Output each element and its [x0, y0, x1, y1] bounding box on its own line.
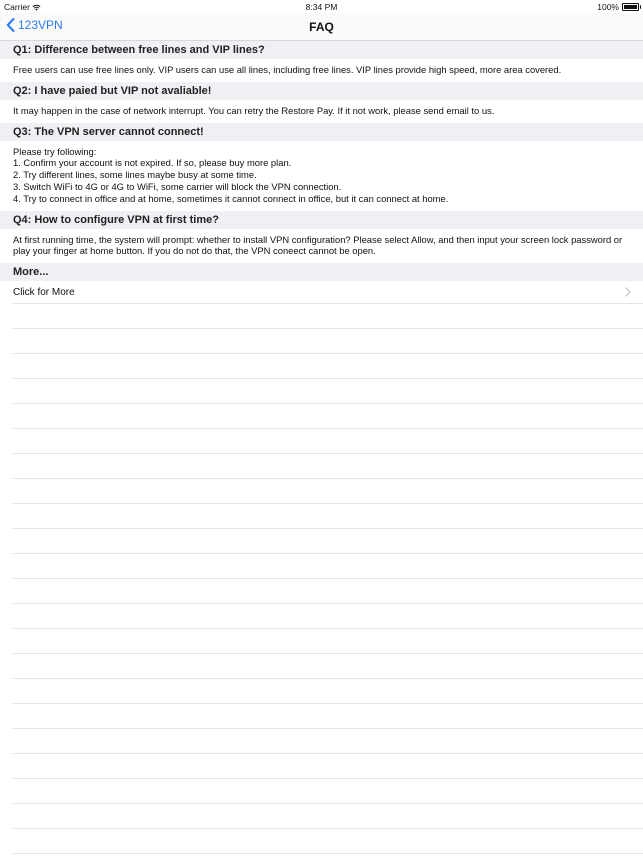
navigation-bar: [0, 13, 643, 41]
empty-row: [13, 754, 643, 779]
back-label: 123VPN: [18, 18, 63, 32]
empty-row: [13, 404, 643, 429]
battery-indicator: [597, 2, 639, 12]
clock: 8:34 PM: [305, 2, 338, 12]
carrier-label: Carrier: [4, 2, 30, 12]
empty-row: [13, 379, 643, 404]
status-bar: [0, 0, 643, 13]
empty-row: [13, 304, 643, 329]
chevron-right-icon: [625, 287, 631, 297]
empty-row: [13, 504, 643, 529]
faq-question-1: Q1: Difference between free lines and VIP lines?: [0, 41, 643, 59]
click-for-more-row[interactable]: [13, 281, 643, 304]
faq-question-2: Q2: I have paied but VIP not avaliable!: [0, 82, 643, 100]
empty-row: [13, 679, 643, 704]
battery-icon: [622, 3, 639, 11]
faq-list: [0, 41, 643, 854]
empty-row: [13, 604, 643, 629]
empty-row: [13, 429, 643, 454]
empty-row: [13, 579, 643, 604]
empty-row: [13, 554, 643, 579]
faq-answer-4: At first running time, the system will prompt: whether to install VPN configuration? Please select Allow, and then input your screen lock password or play your finger at home button. If you do not do that, the VPN coneect cannot be open.: [13, 233, 623, 257]
battery-percent: 100%: [597, 2, 619, 12]
faq-answer-2: It may happen in the case of network interrupt. You can retry the Restore Pay. If it not work, please send email to us.: [13, 104, 495, 116]
empty-table-rows: [0, 304, 643, 854]
empty-row: [13, 529, 643, 554]
click-for-more-label: Click for More: [13, 286, 75, 298]
faq-answer-3: Please try following: 1. Confirm your account is not expired. If so, please buy more plan. 2. Try different lines, some lines maybe busy at some time. 3. Switch WiFi to 4G or 4G to WiFi, some carrier will block the VPN connection. 4. Try to connect in office and at home, sometimes it cannot connect in office, but it can connect at home.: [13, 145, 449, 204]
empty-row: [13, 729, 643, 754]
empty-row: [13, 654, 643, 679]
more-section-header: More...: [0, 263, 643, 281]
empty-row: [13, 779, 643, 804]
empty-row: [13, 479, 643, 504]
faq-question-4: Q4: How to configure VPN at first time?: [0, 211, 643, 229]
empty-row: [13, 354, 643, 379]
faq-answer-1: Free users can use free lines only. VIP users can use all lines, including free lines. VIP lines provide high speed, more area covered.: [13, 64, 562, 75]
page-title: FAQ: [309, 20, 334, 34]
empty-row: [13, 454, 643, 479]
empty-row: [13, 629, 643, 654]
empty-row: [13, 829, 643, 854]
empty-row: [13, 704, 643, 729]
faq-question-3: Q3: The VPN server cannot connect!: [0, 123, 643, 141]
empty-row: [13, 329, 643, 354]
empty-row: [13, 804, 643, 829]
